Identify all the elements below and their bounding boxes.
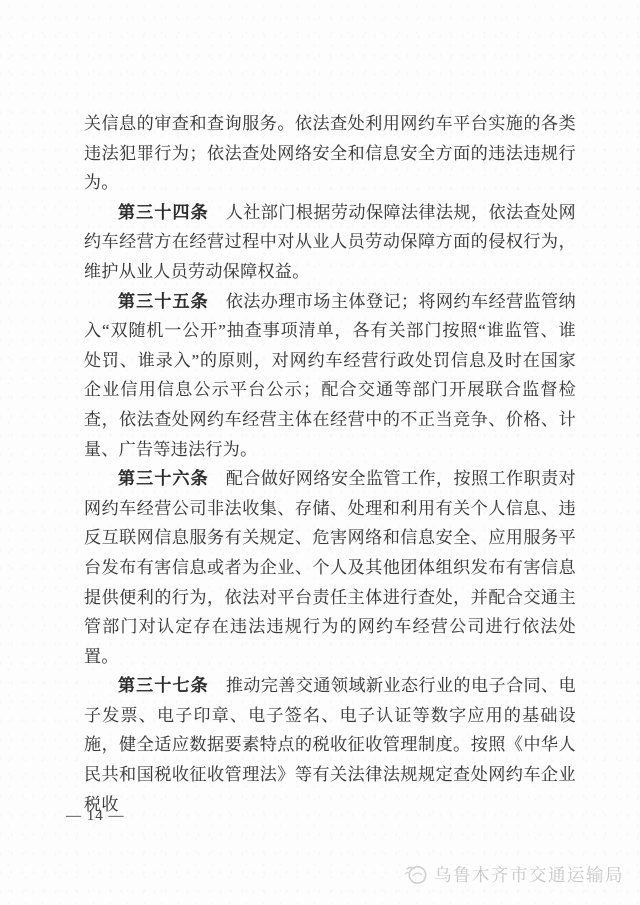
paragraph-continuation xyxy=(84,109,576,198)
document-text-block xyxy=(84,109,576,819)
article-36-heading: 第三十六条 xyxy=(118,469,209,489)
paragraph-text: 关信息的审查和查询服务。依法查处利用网约车平台实施的各类违法犯罪行为；依法查处网络安全和信息安全方面的违法违规行为。 xyxy=(84,114,576,193)
paragraph-article-35 xyxy=(84,287,576,465)
paragraph-article-34 xyxy=(84,198,576,287)
paragraph-text: 依法办理市场主体登记；将网约车经营监管纳入“双随机一公开”抽查事项清单，各有关部门按照“谁监管、谁处罚、谁录入”的原则，对网约车经营行政处罚信息及时在国家企业信用信息公示平台公示；配合交通等部门开展联合监督检查，依法查处网约车经营主体在经营中的不正当竞争、价格、计量、广告等违法行为。 xyxy=(84,291,577,459)
paragraph-article-36 xyxy=(84,464,576,671)
paragraph-text: 配合做好网络安全监管工作，按照工作职责对网约车经营公司非法收集、存储、处理和利用有关个人信息、违反互联网信息服务有关规定、危害网络和信息安全、应用服务平台发布有害信息或者为企业、个人及其他团体组织发布有害信息提供便利的行为，依法对平台责任主体进行查处，并配合交通主管部门对认定存在违法违规行为的网约车经营公司进行依法处置。 xyxy=(84,469,577,666)
footer-watermark xyxy=(404,862,624,887)
paragraph-text: 推动完善交通领域新业态行业的电子合同、电子发票、电子印章、电子签名、电子认证等数字应用的基础设施，健全适应数据要素特点的税收征收管理制度。按照《中华人民共和国税收征收管理法》等有关法律法规规定查处网约车企业税收 xyxy=(84,676,577,814)
page-number: — 14 — xyxy=(66,808,125,824)
article-35-heading: 第三十五条 xyxy=(118,291,209,311)
article-37-heading: 第三十七条 xyxy=(118,676,209,696)
paragraph-article-37 xyxy=(84,671,576,819)
paragraph-text: 人社部门根据劳动保障法律法规，依法查处网约车经营方在经营过程中对从业人员劳动保障方面的侵权行为，维护从业人员劳动保障权益。 xyxy=(84,202,577,281)
swirl-emblem-icon xyxy=(404,864,428,886)
footer-watermark-text: 乌鲁木齐市交通运输局 xyxy=(434,865,624,885)
article-34-heading: 第三十四条 xyxy=(118,202,209,222)
